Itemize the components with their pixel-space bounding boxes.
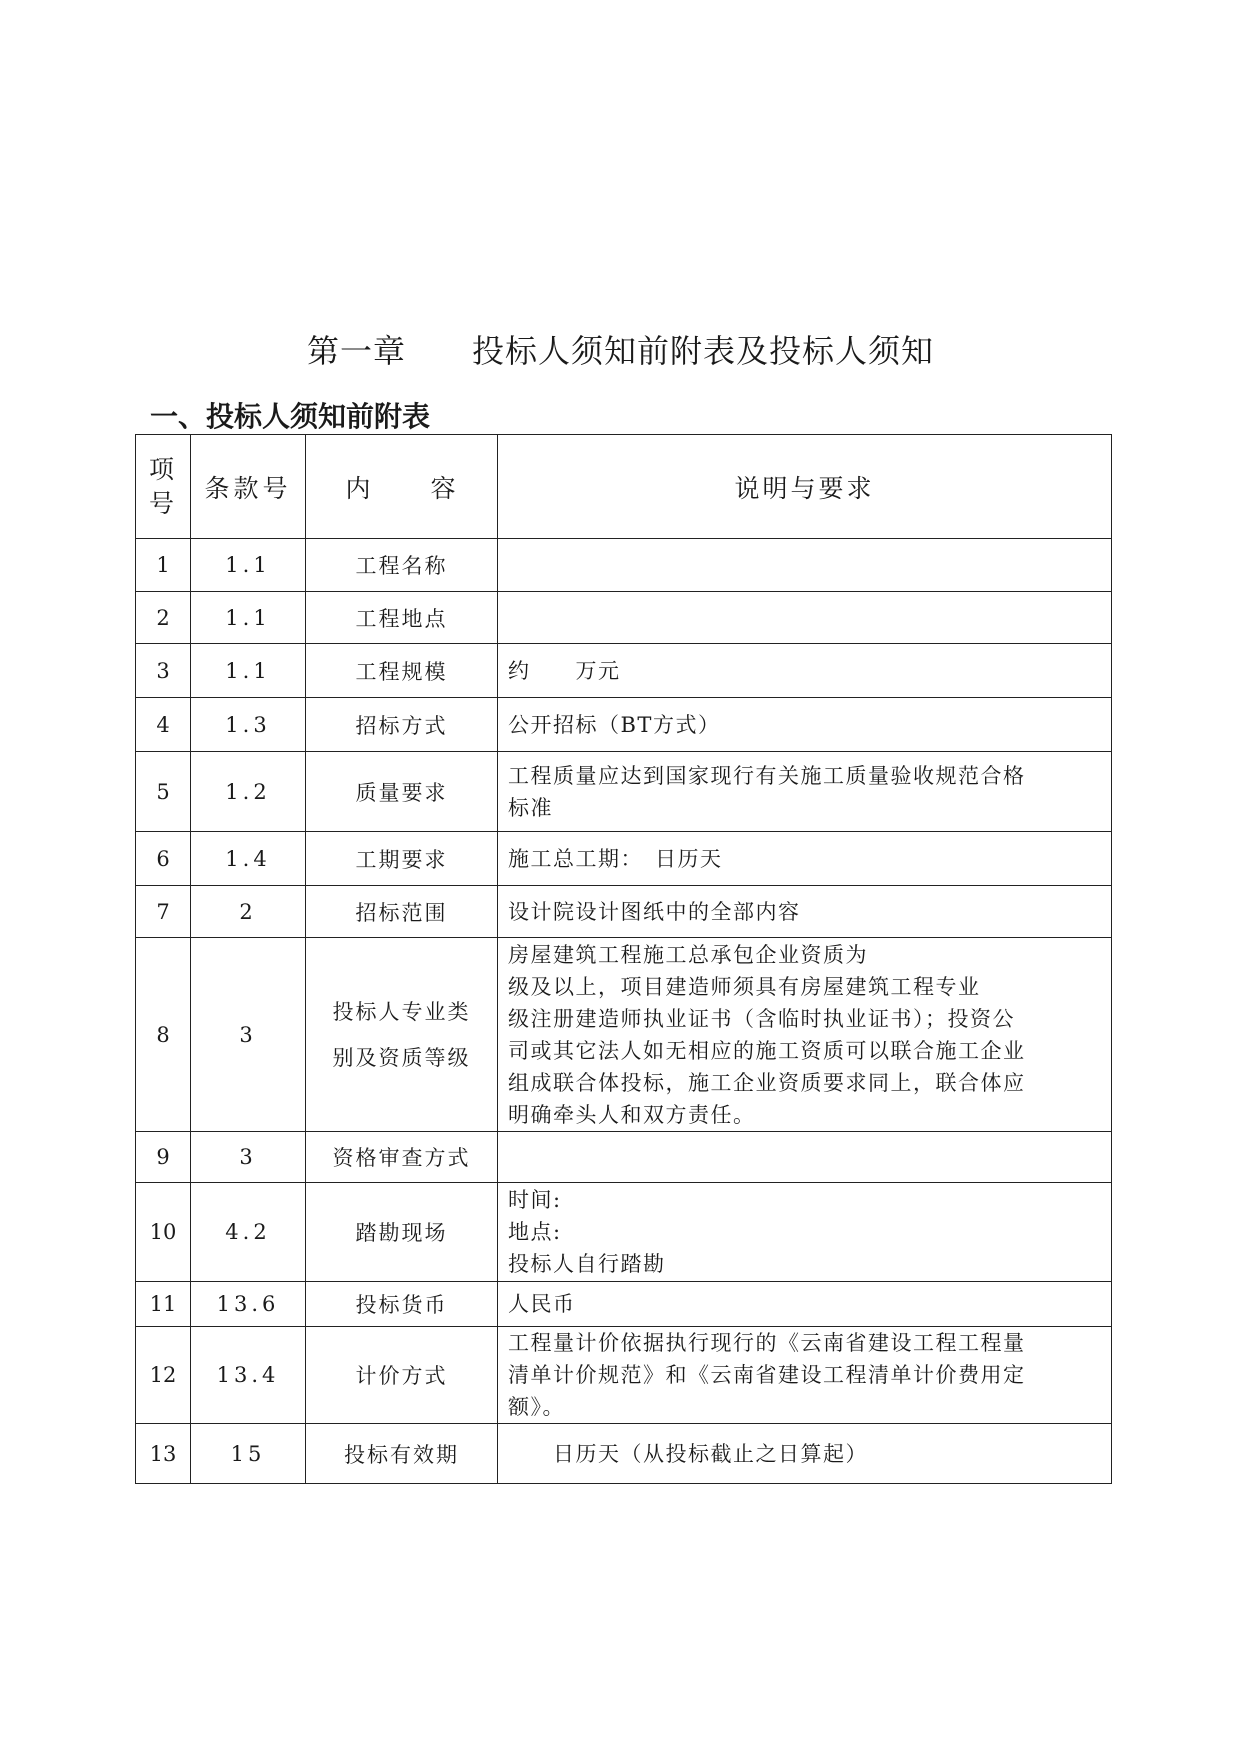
content-label: 质量要求 [306, 752, 498, 832]
description-cell [498, 1282, 1112, 1327]
content-label: 工期要求 [306, 832, 498, 886]
description-cell [498, 644, 1112, 698]
description-line: 级及以上，项目建造师须具有房屋建筑工程专业 [508, 974, 981, 999]
clause-number: 3 [191, 1132, 306, 1183]
description-cell [498, 1424, 1112, 1484]
description-line: 清单计价规范》和《云南省建设工程清单计价费用定 [508, 1363, 1026, 1387]
description-cell [498, 1327, 1112, 1424]
row-number: 8 [136, 938, 191, 1132]
table-row [136, 752, 1112, 832]
table-row [136, 1282, 1112, 1327]
table-row [136, 1132, 1112, 1183]
description-line: 房屋建筑工程施工总承包企业资质为 [508, 942, 868, 967]
row-number: 3 [136, 644, 191, 698]
chapter-title: 第一章 投标人须知前附表及投标人须知 [306, 332, 934, 370]
description-cell [498, 832, 1112, 886]
row-number: 6 [136, 832, 191, 886]
description-line: 施工总工期： 日历天 [508, 846, 723, 871]
header-item-no: 项 号 [136, 435, 191, 539]
row-number: 10 [136, 1183, 191, 1282]
description-line: 工程质量应达到国家现行有关施工质量验收规范合格 [508, 763, 1026, 788]
table-row [136, 644, 1112, 698]
clause-number: 1.1 [191, 592, 306, 644]
clause-number: 13.6 [191, 1282, 306, 1327]
row-number: 12 [136, 1327, 191, 1424]
row-number: 4 [136, 698, 191, 752]
row-number: 7 [136, 886, 191, 938]
content-label: 招标范围 [306, 886, 498, 938]
clause-number: 2 [191, 886, 306, 938]
clause-number: 1.4 [191, 832, 306, 886]
description-line: 时间: [508, 1188, 562, 1212]
table-header-row [136, 435, 1112, 539]
content-label: 招标方式 [306, 698, 498, 752]
description-line: 公开招标（BT方式） [508, 712, 721, 737]
description-line: 日历天（从投标截止之日算起） [508, 1441, 868, 1466]
content-label: 工程规模 [306, 644, 498, 698]
row-number: 2 [136, 592, 191, 644]
description-line: 明确牵头人和双方责任。 [508, 1102, 756, 1127]
table-row [136, 1424, 1112, 1484]
description-line: 人民币 [508, 1292, 576, 1316]
description-line: 组成联合体投标，施工企业资质要求同上，联合体应 [508, 1070, 1026, 1095]
content-label [306, 938, 498, 1132]
description-line: 司或其它法人如无相应的施工资质可以联合施工企业 [508, 1038, 1026, 1063]
section-heading: 一、投标人须知前附表 [150, 400, 431, 433]
description-line: 地点: [508, 1220, 562, 1244]
header-content: 内 容 [306, 435, 498, 539]
description-cell [498, 752, 1112, 832]
content-label: 工程地点 [306, 592, 498, 644]
clause-number: 1.3 [191, 698, 306, 752]
description-line: 级注册建造师执业证书（含临时执业证书）；投资公 [508, 1006, 1015, 1031]
content-label: 投标有效期 [306, 1424, 498, 1484]
description-line: 标准 [508, 795, 553, 820]
table-row [136, 592, 1112, 644]
table-row [136, 698, 1112, 752]
row-number: 13 [136, 1424, 191, 1484]
clause-number: 1.1 [191, 644, 306, 698]
description-cell [498, 698, 1112, 752]
content-label-line: 投标人专业类 [332, 999, 471, 1024]
bidder-instructions-table [135, 434, 1112, 1484]
table-row [136, 539, 1112, 592]
table-row [136, 1327, 1112, 1424]
content-label: 投标货币 [306, 1282, 498, 1327]
clause-number: 4.2 [191, 1183, 306, 1282]
content-label-line: 别及资质等级 [332, 1045, 471, 1070]
description-cell [498, 539, 1112, 592]
clause-number: 15 [191, 1424, 306, 1484]
table-row [136, 938, 1112, 1132]
content-label: 工程名称 [306, 539, 498, 592]
row-number: 11 [136, 1282, 191, 1327]
description-cell [498, 1183, 1112, 1282]
clause-number: 1.1 [191, 539, 306, 592]
row-number: 1 [136, 539, 191, 592]
description-line: 额》。 [508, 1395, 565, 1419]
row-number: 9 [136, 1132, 191, 1183]
content-label: 资格审查方式 [306, 1132, 498, 1183]
table-row [136, 832, 1112, 886]
header-description: 说明与要求 [498, 435, 1112, 539]
header-clause-no: 条款号 [191, 435, 306, 539]
clause-number: 3 [191, 938, 306, 1132]
content-label: 计价方式 [306, 1327, 498, 1424]
description-line: 设计院设计图纸中的全部内容 [508, 899, 801, 924]
table-row [136, 886, 1112, 938]
description-cell [498, 938, 1112, 1132]
clause-number: 1.2 [191, 752, 306, 832]
description-line: 约 万元 [508, 658, 621, 683]
description-line: 工程量计价依据执行现行的《云南省建设工程工程量 [508, 1331, 1026, 1355]
row-number: 5 [136, 752, 191, 832]
description-cell [498, 1132, 1112, 1183]
table-row [136, 1183, 1112, 1282]
table-body [136, 539, 1112, 1484]
description-line: 投标人自行踏勘 [508, 1252, 666, 1276]
description-cell [498, 592, 1112, 644]
content-label: 踏勘现场 [306, 1183, 498, 1282]
clause-number: 13.4 [191, 1327, 306, 1424]
description-cell [498, 886, 1112, 938]
